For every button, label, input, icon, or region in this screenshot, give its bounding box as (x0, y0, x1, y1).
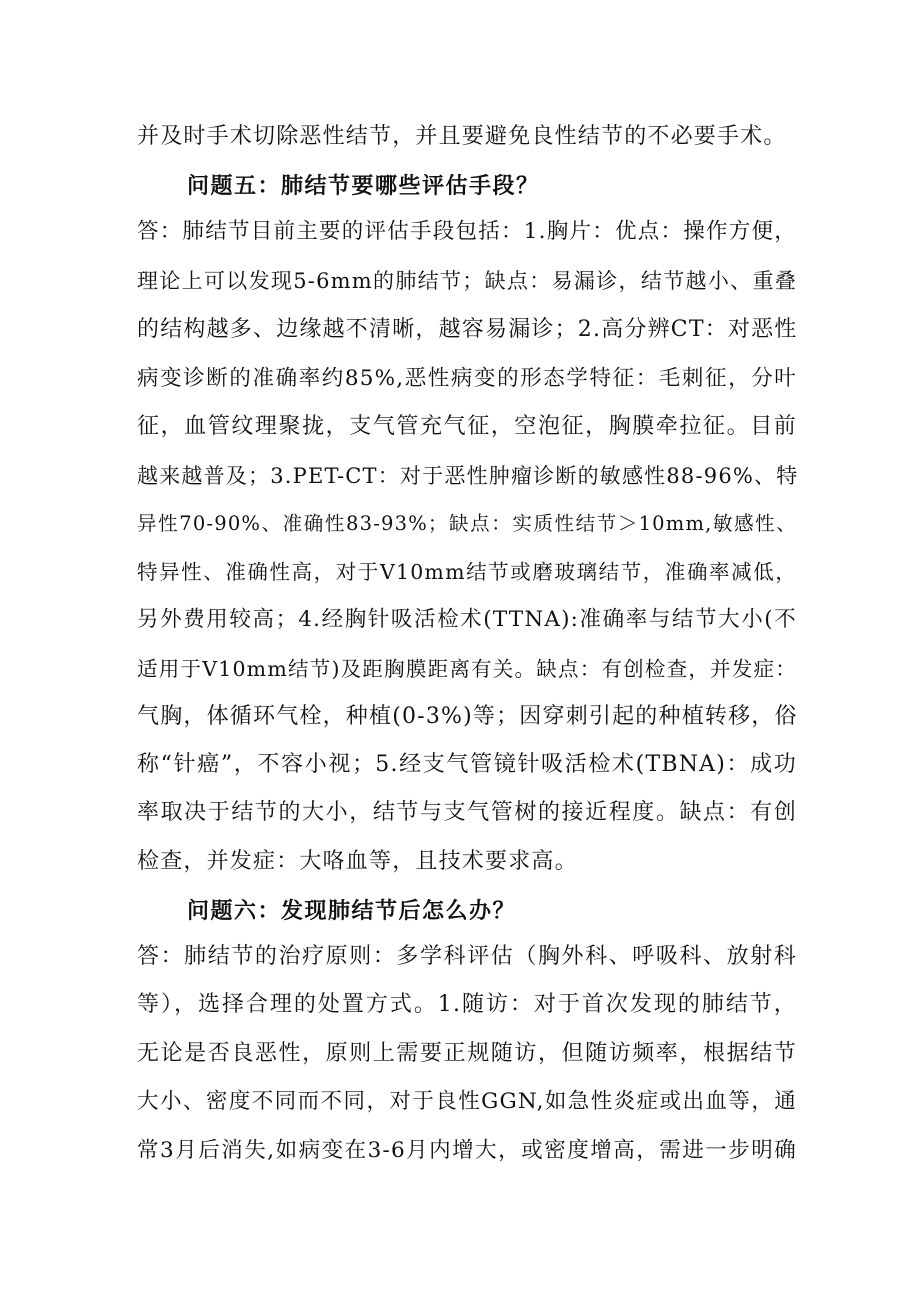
paragraph-line: 征，血管纹理聚拢，支气管充气征，空泡征，胸膜牵拉征。目前 (137, 414, 797, 439)
paragraph-line: 适用于V10mm结节)及距胸膜距离有关。缺点：有创检查，并发症： (137, 657, 797, 681)
paragraph-line: 等），选择合理的处置方式。1.随访：对于首次发现的肺结节， (137, 992, 797, 1017)
paragraph-line: 越来越普及；3.PET-CT：对于恶性肿瘤诊断的敏感性88-96%、特 (137, 464, 799, 488)
paragraph-line: 的结构越多、边缘越不清晰，越容易漏诊；2.高分辨CT：对恶性 (137, 317, 798, 342)
paragraph-line: 无论是否良恶性，原则上需要正规随访，但随访频率，根据结节 (137, 1041, 797, 1066)
paragraph-line: 异性70-90%、准确性83-93%；缺点：实质性结节＞10mm,敏感性、 (137, 512, 797, 535)
paragraph-line: 答：肺结节的治疗原则：多学科评估（胸外科、呼吸科、放射科 (137, 944, 797, 969)
paragraph-line: 特异性、准确性高，对于V10mm结节或磨玻璃结节，准确率减低， (137, 560, 797, 584)
paragraph-line: 称“针癌”，不容小视；5.经支气管镜针吸活检术(TBNA)：成功 (137, 752, 797, 777)
paragraph-line: 气胸，体循环气栓，种植(0-3%)等；因穿刺引起的种植转移，俗 (137, 704, 798, 729)
paragraph-line: 答：肺结节目前主要的评估手段包括：1.胸片：优点：操作方便， (137, 219, 797, 244)
paragraph-line: 率取决于结节的大小，结节与支气管树的接近程度。缺点：有创 (137, 800, 797, 825)
paragraph-line: 并及时手术切除恶性结节，并且要避免良性结节的不必要手术。 (137, 124, 787, 149)
paragraph-line: 大小、密度不同而不同，对于良性GGN,如急性炎症或出血等，通 (137, 1089, 797, 1114)
paragraph-line: 检查，并发症：大咯血等，且技术要求高。 (137, 849, 578, 874)
paragraph-line: 病变诊断的准确率约85%,恶性病变的形态学特征：毛刺征，分叶 (137, 366, 797, 391)
paragraph-line: 理论上可以发现5-6mm的肺结节；缺点：易漏诊，结节越小、重叠 (137, 269, 797, 293)
paragraph-line: 另外费用较高；4.经胸针吸活检术(TTNA):准确率与结节大小(不 (137, 607, 797, 632)
section-heading-q5: 问题五：肺结节要哪些评估手段？ (187, 173, 540, 199)
paragraph-line: 常3月后消失,如病变在3-6月内增大，或密度增高，需进一步明确 (137, 1138, 797, 1163)
section-heading-q6: 问题六：发现肺结节后怎么办？ (187, 898, 517, 924)
